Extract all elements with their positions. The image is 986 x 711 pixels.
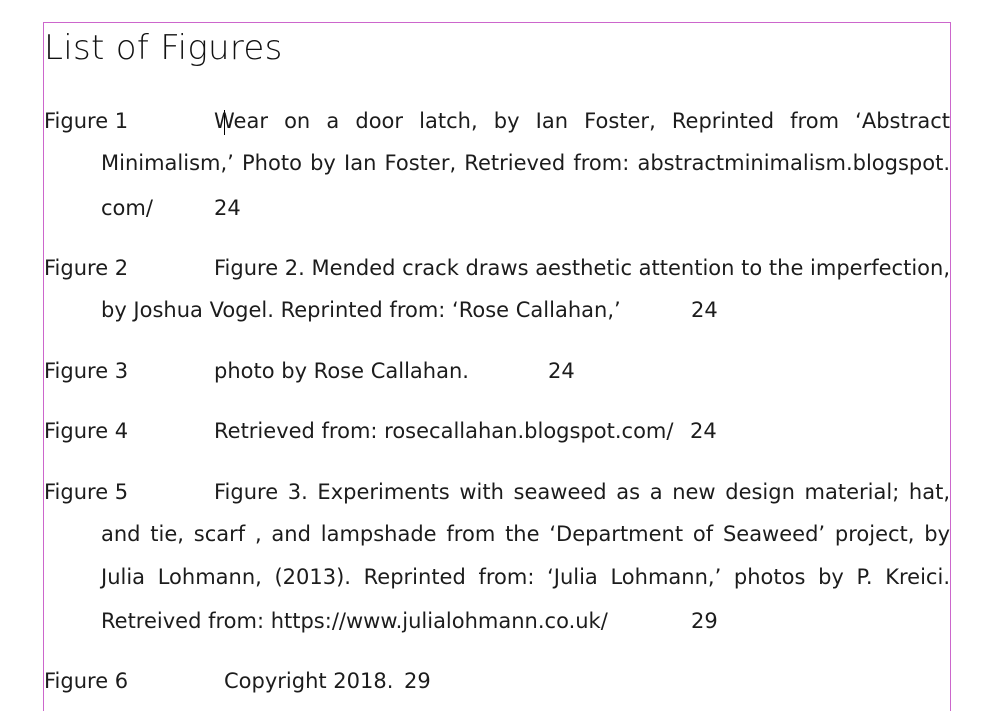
figure-caption-line: Wear on a door latch, by Ian Foster, Reprinted from ‘Abstract <box>214 109 950 133</box>
figure-caption-line: Minimalism,’ Photo by Ian Foster, Retrieved from: abstractminimalism.blogspot. <box>101 151 950 175</box>
figure-caption-line: com/ <box>101 196 153 220</box>
figure-label: Figure 3 <box>44 359 129 383</box>
page-number: 24 <box>214 196 241 220</box>
figure-caption-line: Figure 3. Experiments with seaweed as a new design material; hat, <box>214 480 950 504</box>
figure-caption-line: and tie, scarf , and lampshade from the ‘Department of Seaweed’ project, by <box>101 522 950 546</box>
figure-label: Figure 4 <box>44 419 129 443</box>
figure-label: Figure 2 <box>44 256 129 280</box>
figure-caption-line: Retreived from: https://www.julialohmann.co.uk/ <box>101 609 608 633</box>
figure-caption-line: Retrieved from: rosecallahan.blogspot.com/ <box>214 419 674 443</box>
figure-label: Figure 6 <box>44 669 129 693</box>
figure-entry-4[interactable] <box>44 410 950 453</box>
page-content[interactable] <box>44 22 950 70</box>
figure-caption-line: Figure 2. Mended crack draws aesthetic attention to the imperfection, <box>214 256 950 280</box>
figure-caption-line: by Joshua Vogel. Reprinted from: ‘Rose Callahan,’ <box>101 298 621 322</box>
page-number: 24 <box>691 298 718 322</box>
list-of-figures-heading: List of Figures <box>44 28 283 68</box>
figure-entry-3[interactable] <box>44 350 950 393</box>
figure-label: Figure 5 <box>44 480 129 504</box>
right-margin-guide <box>950 22 951 711</box>
figure-caption-line: photo by Rose Callahan. <box>214 359 469 383</box>
page-number: 29 <box>691 609 718 633</box>
page-number: 24 <box>690 419 717 443</box>
page-number: 29 <box>404 669 431 693</box>
figure-caption-line: Copyright 2018. <box>224 669 394 693</box>
figure-label: Figure 1 <box>44 109 129 133</box>
page-number: 24 <box>548 359 575 383</box>
figure-caption-line: Julia Lohmann, (2013). Reprinted from: ‘Julia Lohmann,’ photos by P. Kreici. <box>101 565 950 589</box>
figure-entry-6[interactable] <box>44 660 950 703</box>
